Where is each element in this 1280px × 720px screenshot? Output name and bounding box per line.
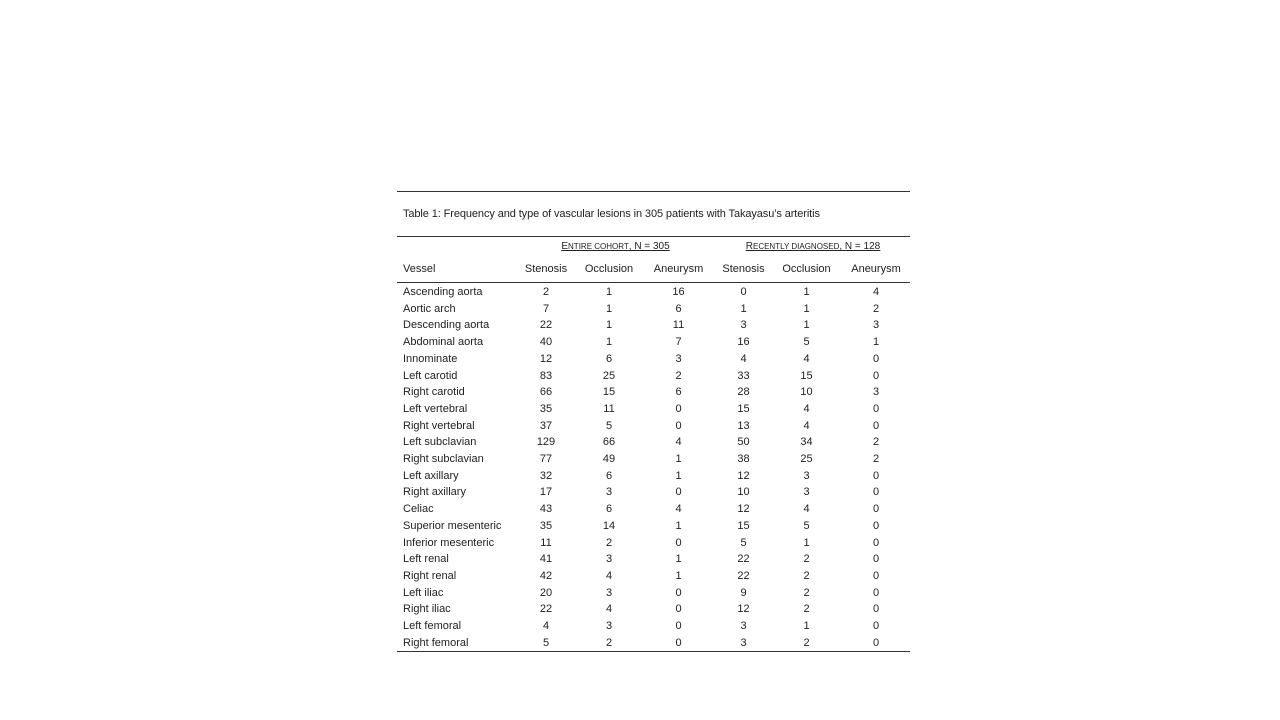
cell-occlusion-recent: 4 [803,402,810,415]
cell-occlusion: 6 [605,352,613,365]
cell-occlusion-recent: 15 [800,369,813,382]
cell-stenosis: 129 [536,436,556,449]
column-header-row [397,256,910,283]
table-row [397,585,910,602]
cell-stenosis-recent: 0 [740,286,747,298]
cell-occlusion: 1 [605,336,613,349]
cell-occlusion: 1 [605,319,613,332]
table-row [397,535,910,552]
cell-vessel: Left femoral [403,620,462,633]
column-header-aneurysm-recent: Aneurysm [842,256,910,283]
cell-aneurysm-recent: 0 [872,569,880,582]
cell-aneurysm-recent: 0 [872,369,880,382]
column-header-occlusion-recent: Occlusion [771,256,842,283]
table-row [397,618,910,635]
cell-aneurysm-recent: 0 [872,503,880,516]
cell-aneurysm: 1 [675,553,682,566]
cell-occlusion-recent: 1 [803,536,810,549]
cell-vessel: Left subclavian [403,436,477,449]
cell-stenosis: 35 [539,519,553,532]
cell-occlusion: 5 [605,419,613,432]
cell-aneurysm-recent: 1 [872,336,880,349]
cell-vessel: Left renal [403,553,449,566]
cell-occlusion-recent: 2 [803,603,810,616]
cell-stenosis-recent: 9 [740,586,747,599]
column-header-stenosis-recent: Stenosis [716,256,771,283]
cell-stenosis: 12 [539,352,553,365]
cell-aneurysm-recent: 0 [872,620,880,633]
cell-aneurysm: 0 [675,419,682,432]
table-row [397,418,910,435]
cell-aneurysm-recent: 0 [872,603,880,616]
cell-aneurysm-recent: 0 [842,635,910,652]
cell-occlusion-recent: 1 [803,286,810,298]
cell-occlusion-recent: 2 [771,635,842,652]
cell-aneurysm: 0 [675,402,682,415]
cell-aneurysm-recent: 0 [872,536,880,549]
cell-occlusion: 3 [605,553,613,566]
cell-stenosis-recent: 50 [737,436,750,449]
cell-stenosis: 66 [539,386,553,399]
cell-aneurysm: 0 [675,603,682,616]
column-header-vessel: Vessel [397,256,515,283]
cell-stenosis-recent: 12 [737,503,750,516]
cell-vessel: Right renal [403,569,457,582]
cell-vessel: Right axillary [403,486,466,499]
cell-aneurysm-recent: 0 [872,402,880,415]
cell-stenosis-recent: 38 [737,453,750,466]
cell-aneurysm: 4 [675,436,682,449]
table-row [397,384,910,401]
cell-vessel: Innominate [403,352,458,365]
table-row [397,351,910,368]
cell-vessel: Left axillary [403,469,459,482]
cell-stenosis: 22 [539,319,553,332]
cell-stenosis-recent: 3 [740,319,747,332]
cell-occlusion: 3 [605,486,613,499]
table-row [397,635,910,652]
cell-stenosis: 2 [542,286,550,298]
cell-stenosis-recent: 33 [737,369,750,382]
table-row [397,401,910,418]
table-row [397,368,910,385]
group-header-entire-cohort: ENTIRE COHORT, N = 305 [561,241,670,252]
cell-vessel: Right femoral [397,635,515,652]
table-row [397,468,910,485]
cell-aneurysm-recent: 0 [872,486,880,499]
cell-aneurysm-recent: 2 [872,453,880,466]
cell-aneurysm-recent: 0 [872,553,880,566]
cell-stenosis: 37 [539,419,553,432]
cell-occlusion-recent: 4 [803,352,810,365]
cell-occlusion-recent: 2 [803,586,810,599]
cell-occlusion-recent: 2 [803,553,810,566]
cell-vessel: Left vertebral [403,402,468,415]
cell-occlusion-recent: 3 [803,469,810,482]
column-header-aneurysm: Aneurysm [641,256,716,283]
cell-occlusion: 6 [605,503,613,516]
cell-occlusion-recent: 5 [803,519,810,532]
cell-occlusion: 49 [602,453,616,466]
cell-stenosis-recent: 22 [737,553,750,566]
cell-occlusion: 6 [605,469,613,482]
cell-vessel: Aortic arch [403,302,456,315]
cell-stenosis: 5 [515,635,577,652]
cell-stenosis: 7 [542,302,550,315]
cell-stenosis-recent: 10 [737,486,750,499]
cell-stenosis: 17 [539,486,553,499]
cell-aneurysm: 16 [672,286,685,298]
cell-stenosis-recent: 16 [737,336,750,349]
cell-aneurysm-recent: 2 [872,302,880,315]
cell-vessel: Ascending aorta [403,286,483,298]
cell-occlusion-recent: 5 [803,336,810,349]
cell-stenosis: 83 [539,369,553,382]
cell-aneurysm: 0 [641,635,716,652]
cell-occlusion: 2 [577,635,641,652]
cell-aneurysm: 1 [675,453,682,466]
cell-stenosis-recent: 3 [740,620,747,633]
cell-stenosis: 42 [539,569,553,582]
cell-aneurysm: 1 [675,569,682,582]
column-header-occlusion: Occlusion [577,256,641,283]
cell-occlusion: 15 [602,386,616,399]
cell-occlusion-recent: 1 [803,620,810,633]
cell-aneurysm-recent: 0 [872,352,880,365]
cell-vessel: Right carotid [403,386,465,399]
cell-aneurysm-recent: 2 [872,436,880,449]
table-row [397,568,910,585]
cell-aneurysm-recent: 0 [872,519,880,532]
table-row [397,484,910,501]
cell-aneurysm: 1 [675,519,682,532]
cell-vessel: Descending aorta [403,319,490,332]
cell-aneurysm: 4 [675,503,682,516]
cell-aneurysm-recent: 3 [872,319,880,332]
cell-occlusion-recent: 4 [803,503,810,516]
cell-stenosis: 35 [539,402,553,415]
cell-occlusion: 1 [605,286,613,298]
cell-occlusion-recent: 1 [803,319,810,332]
cell-occlusion-recent: 10 [800,386,813,399]
cell-aneurysm: 2 [675,369,682,382]
cell-stenosis-recent: 15 [737,519,750,532]
table-row [397,334,910,351]
cell-stenosis-recent: 22 [737,569,750,582]
cell-stenosis: 40 [539,336,553,349]
cell-stenosis-recent: 13 [737,419,750,432]
cell-stenosis: 41 [539,553,553,566]
cell-occlusion: 14 [602,519,616,532]
cell-aneurysm-recent: 0 [872,469,880,482]
cell-stenosis-recent: 1 [740,302,747,315]
cell-stenosis-recent: 12 [737,469,750,482]
cell-aneurysm-recent: 0 [872,586,880,599]
cell-occlusion: 3 [605,620,613,633]
cell-stenosis-recent: 3 [716,635,771,652]
cell-occlusion: 4 [605,603,613,616]
table-row [397,283,910,301]
table-row [397,501,910,518]
cell-stenosis: 20 [539,586,553,599]
cell-stenosis: 4 [542,620,550,633]
cell-vessel: Celiac [403,503,434,516]
table-row [397,551,910,568]
cell-occlusion: 25 [602,369,616,382]
cell-aneurysm: 1 [675,469,682,482]
cell-aneurysm: 6 [675,386,682,399]
cell-aneurysm: 11 [672,319,685,332]
cell-occlusion: 66 [602,436,616,449]
cell-aneurysm-recent: 0 [872,419,880,432]
cell-occlusion: 11 [603,402,615,415]
cell-occlusion: 3 [605,586,613,599]
table-row [397,518,910,535]
cell-aneurysm-recent: 3 [872,386,880,399]
table-caption: Table 1: Frequency and type of vascular lesions in 305 patients with Takayasu’s arteritis [403,208,820,220]
cell-occlusion-recent: 34 [800,436,813,449]
table-row [397,601,910,618]
cell-occlusion: 4 [605,569,613,582]
cell-vessel: Right vertebral [403,419,475,432]
cell-stenosis-recent: 28 [737,386,750,399]
cell-aneurysm-recent: 4 [872,286,880,298]
cell-stenosis: 22 [539,603,553,616]
group-header-row [397,237,910,256]
cell-stenosis-recent: 4 [740,352,747,365]
cell-vessel: Inferior mesenteric [403,536,495,549]
cell-occlusion: 1 [605,302,613,315]
cell-stenosis: 77 [539,453,553,466]
cell-vessel: Right iliac [403,603,451,616]
table-row [397,301,910,318]
cell-stenosis: 32 [539,469,553,482]
cell-occlusion-recent: 2 [803,569,810,582]
cell-stenosis-recent: 5 [740,536,747,549]
cell-aneurysm: 0 [675,536,682,549]
group-header-recently-diagnosed: RECENTLY DIAGNOSED, N = 128 [745,241,881,252]
table-body [397,283,910,652]
column-header-stenosis: Stenosis [515,256,577,283]
cell-aneurysm: 0 [675,620,682,633]
cell-vessel: Left iliac [403,586,444,599]
group-header-empty [397,237,515,256]
lesions-table [397,237,910,652]
cell-vessel: Abdominal aorta [403,336,484,349]
cell-occlusion: 2 [605,536,613,549]
document-table-block [397,191,910,652]
cell-vessel: Right subclavian [403,453,484,466]
cell-vessel: Superior mesenteric [403,519,502,532]
cell-vessel: Left carotid [403,369,458,382]
table-row [397,451,910,468]
cell-aneurysm: 6 [675,302,682,315]
table-row [397,434,910,451]
cell-aneurysm: 0 [675,586,682,599]
cell-stenosis-recent: 15 [737,402,750,415]
cell-aneurysm: 3 [675,352,682,365]
cell-stenosis: 11 [540,536,552,549]
cell-stenosis: 43 [539,503,553,516]
cell-stenosis-recent: 12 [737,603,750,616]
cell-occlusion-recent: 25 [800,453,813,466]
table-row [397,317,910,334]
cell-occlusion-recent: 4 [803,419,810,432]
cell-occlusion-recent: 1 [803,302,810,315]
cell-aneurysm: 7 [675,336,682,349]
cell-occlusion-recent: 3 [803,486,810,499]
cell-aneurysm: 0 [675,486,682,499]
